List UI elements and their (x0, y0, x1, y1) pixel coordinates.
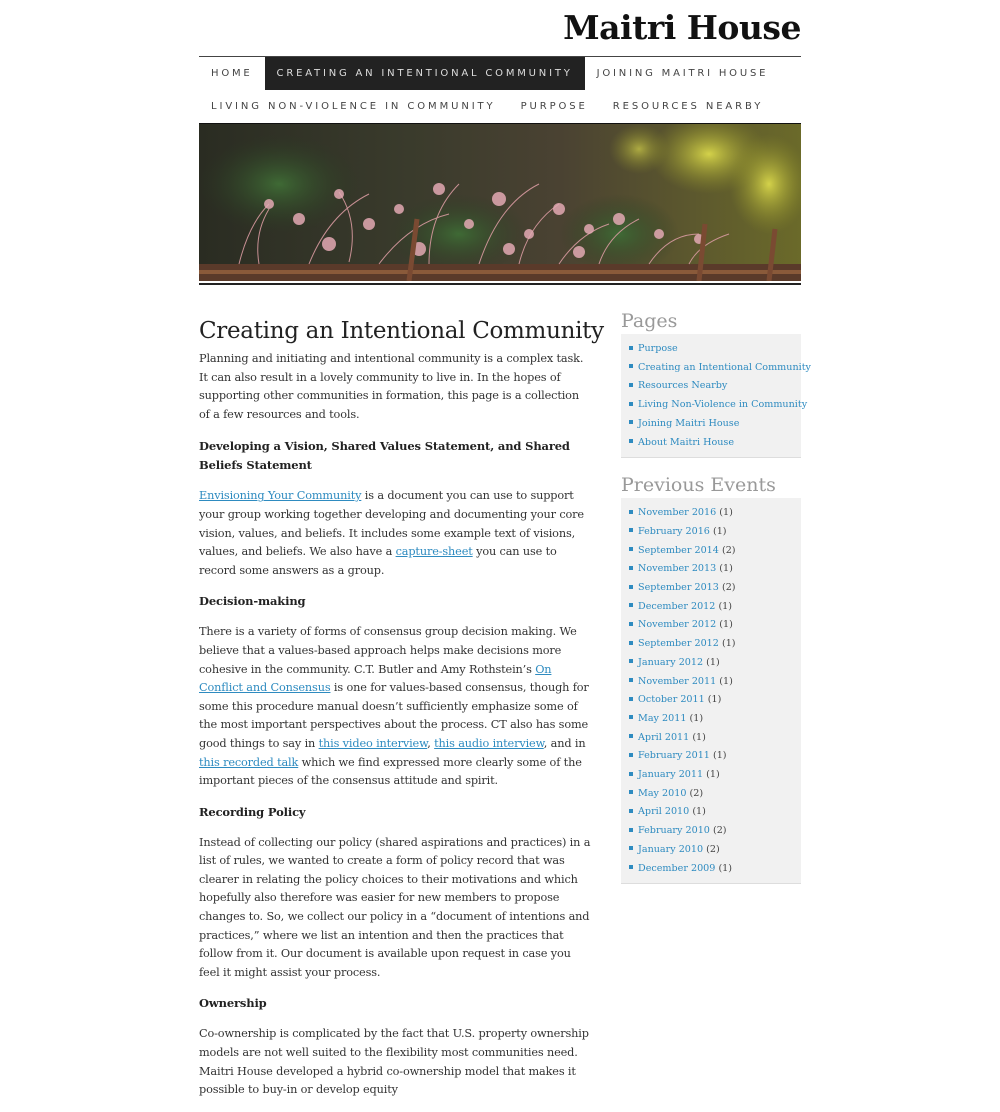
list-item (629, 598, 801, 617)
bullet-icon (629, 585, 633, 589)
list-item (629, 523, 801, 542)
intro-paragraph: Planning and initiating and intentional community is a complex task. It can also result in a lovely community to live in. In the hopes of supporting other communities in formation, this page is a collection of a few resources and tools. (199, 352, 584, 421)
policy-paragraph: Instead of collecting our policy (shared aspirations and practices) in a list of rules, we wanted to create a form of policy record that was clearer in relating the policy choices to their motivations and which hopefully also therefore was easier for new members to propose changes to. So, we collect our policy in a “document of intentions and practices,” where we list an intention and then the practices that follow from it. Our document is available upon request in case you feel it might assist your process. (199, 835, 591, 979)
heading-ownership: Ownership (199, 996, 267, 1011)
event-count: (2) (703, 843, 720, 855)
events-widget-title: Previous Events (621, 474, 776, 497)
list-item (629, 542, 801, 561)
link-envisioning-your-community[interactable]: Envisioning Your Community (199, 489, 362, 503)
event-archive-link[interactable]: December 2009 (638, 862, 716, 874)
list-item (629, 415, 801, 434)
link-on-conflict-and-consensus[interactable]: On Conflict and Consensus (199, 662, 552, 695)
nav-row-1 (199, 57, 801, 90)
event-archive-link[interactable]: February 2010 (638, 825, 710, 837)
list-item (629, 560, 801, 579)
nav-item-home[interactable]: HOME (211, 68, 253, 79)
event-count: (2) (686, 787, 704, 799)
event-count: (1) (716, 563, 733, 575)
bullet-icon (629, 846, 633, 850)
pages-widget (621, 334, 811, 458)
event-count: (2) (718, 582, 736, 594)
event-archive-link[interactable]: January 2011 (638, 769, 704, 781)
list-item (629, 654, 801, 673)
list-item (629, 822, 801, 841)
nav-item-creating-intentional-community[interactable]: CREATING AN INTENTIONAL COMMUNITY (265, 57, 585, 90)
event-count: (1) (709, 525, 727, 537)
event-archive-link[interactable]: September 2014 (638, 544, 719, 556)
list-item (629, 579, 801, 598)
list-item (629, 729, 801, 748)
bullet-icon (629, 603, 633, 607)
bullet-icon (629, 809, 633, 813)
decision-text-4: , and in (543, 736, 586, 750)
event-archive-link[interactable]: April 2010 (638, 806, 690, 818)
bullet-icon (629, 753, 633, 757)
bullet-icon (629, 697, 633, 701)
bullet-icon (629, 566, 633, 570)
nav-item-living-non-violence[interactable]: LIVING NON-VIOLENCE IN COMMUNITY (211, 101, 496, 112)
bullet-icon (629, 439, 633, 443)
event-archive-link[interactable]: September 2013 (638, 582, 719, 594)
bullet-icon (629, 828, 633, 832)
event-count: (1) (689, 731, 706, 743)
list-item (629, 691, 801, 710)
list-item (629, 841, 801, 860)
event-count: (1) (718, 638, 736, 650)
page-link-purpose[interactable]: Purpose (638, 343, 678, 354)
bullet-icon (629, 622, 633, 626)
list-item (629, 673, 801, 692)
event-count: (1) (709, 750, 727, 762)
nav-item-resources-nearby[interactable]: RESOURCES NEARBY (612, 101, 764, 112)
list-item (629, 434, 801, 453)
nav-item-purpose[interactable]: PURPOSE (520, 101, 588, 112)
event-archive-link[interactable]: November 2011 (638, 675, 717, 687)
event-archive-link[interactable]: September 2012 (638, 638, 719, 650)
event-count: (1) (716, 619, 733, 631)
nav-row-2 (199, 90, 801, 123)
bullet-icon (629, 715, 633, 719)
list-item (629, 377, 801, 396)
event-archive-link[interactable]: November 2012 (638, 619, 717, 631)
pages-list (621, 340, 811, 452)
event-archive-link[interactable]: May 2011 (638, 712, 687, 724)
list-item (629, 766, 801, 785)
list-item (629, 803, 801, 822)
bullet-icon (629, 659, 633, 663)
bullet-icon (629, 734, 633, 738)
bullet-icon (629, 420, 633, 424)
bullet-icon (629, 402, 633, 406)
list-item (629, 747, 801, 766)
decision-text-1: There is a variety of forms of consensus group decision making. We believe that a values-based approach helps make decisions more cohesive in the community. C.T. Butler and Amy Rothstein’s (199, 625, 577, 676)
article (199, 318, 604, 1112)
link-audio-interview[interactable]: this audio interview (434, 736, 544, 750)
event-count: (1) (716, 675, 733, 687)
page-title: Creating an Intentional Community (199, 318, 604, 344)
vision-text-1: is a document you can use to support your group working together developing and documenting your core vision, values, and beliefs. It includes some example text of visions, values, and beliefs. We also have a (199, 489, 584, 559)
event-archive-link[interactable]: October 2011 (638, 694, 705, 706)
event-archive-link[interactable]: February 2016 (638, 525, 710, 537)
list-item (629, 860, 801, 879)
ownership-paragraph: Co-ownership is complicated by the fact that U.S. property ownership models are not well suited to the flexibility most communities need. Maitri House developed a hybrid co-ownership model that makes it possible to buy-in or develop equity (199, 1027, 589, 1097)
event-count: (1) (704, 694, 722, 706)
event-count: (1) (715, 862, 733, 874)
event-count: (1) (716, 507, 733, 519)
bullet-icon (629, 383, 633, 387)
bullet-icon (629, 678, 633, 682)
event-archive-link[interactable]: November 2016 (638, 507, 717, 519)
page-link-living-non-violence[interactable]: Living Non-Violence in Community (638, 399, 808, 411)
nav-item-joining-maitri-house[interactable]: JOINING MAITRI HOUSE (596, 68, 769, 79)
event-archive-link[interactable]: April 2011 (638, 731, 690, 743)
event-archive-link[interactable]: November 2013 (638, 563, 717, 575)
events-widget (621, 498, 801, 884)
page-link-resources-nearby[interactable]: Resources Nearby (638, 380, 728, 392)
heading-vision: Developing a Vision, Shared Values Statement, and Shared Beliefs Statement (199, 439, 570, 473)
page-link-about-maitri-house[interactable]: About Maitri House (638, 436, 735, 448)
list-item (629, 359, 811, 378)
event-count: (1) (703, 656, 720, 668)
list-item (629, 396, 808, 415)
sidebar (621, 308, 811, 898)
list-item (629, 710, 801, 729)
bullet-icon (629, 364, 633, 368)
event-count: (1) (686, 712, 704, 724)
heading-decision-making: Decision-making (199, 594, 306, 609)
list-item (629, 635, 801, 654)
event-count: (1) (689, 806, 706, 818)
link-capture-sheet[interactable]: capture-sheet (395, 545, 473, 559)
event-count: (2) (718, 544, 736, 556)
vision-paragraph (199, 487, 591, 580)
bullet-icon (629, 772, 633, 776)
list-item (629, 504, 801, 523)
list-item (629, 340, 801, 359)
decision-text-5: which we find expressed more clearly some of the important pieces of the consensus attitude and spirit. (199, 755, 582, 788)
pages-widget-title: Pages (621, 310, 678, 332)
bullet-icon (629, 641, 633, 645)
event-count: (1) (703, 769, 720, 781)
bullet-icon (629, 346, 633, 350)
event-archive-link[interactable]: January 2010 (638, 843, 704, 855)
list-item (629, 616, 801, 635)
event-archive-link[interactable]: February 2011 (638, 750, 710, 762)
event-archive-link[interactable]: May 2010 (638, 787, 687, 799)
event-archive-link[interactable]: December 2012 (638, 600, 716, 612)
site-title[interactable]: Maitri House (563, 8, 801, 47)
header-image (199, 123, 801, 285)
main-navigation (199, 56, 801, 123)
link-recorded-talk[interactable]: this recorded talk (199, 755, 299, 769)
events-list (621, 504, 801, 878)
bullet-icon (629, 528, 633, 532)
list-item (629, 785, 801, 804)
decision-paragraph (199, 623, 591, 790)
link-video-interview[interactable]: this video interview (318, 736, 428, 750)
bullet-icon (629, 865, 633, 869)
bullet-icon (629, 510, 633, 514)
decision-text-3: , (427, 736, 435, 750)
bullet-icon (629, 790, 633, 794)
header-image-flowers (199, 124, 801, 281)
decision-text-2: is one for values-based consensus, though for some this procedure manual doesn’t sufficiently emphasize some of the most important perspectives about the process. CT also has some good things to say in (199, 681, 589, 750)
heading-recording-policy: Recording Policy (199, 804, 306, 819)
bullet-icon (629, 547, 633, 551)
event-archive-link[interactable]: January 2012 (638, 656, 704, 668)
event-count: (1) (715, 600, 733, 612)
page-link-joining-maitri-house[interactable]: Joining Maitri House (638, 417, 740, 429)
vision-text-2: you can use to record some answers as a group. (199, 545, 557, 577)
page-link-creating-intentional-community[interactable]: Creating an Intentional Community (638, 361, 811, 373)
event-count: (2) (709, 825, 727, 837)
